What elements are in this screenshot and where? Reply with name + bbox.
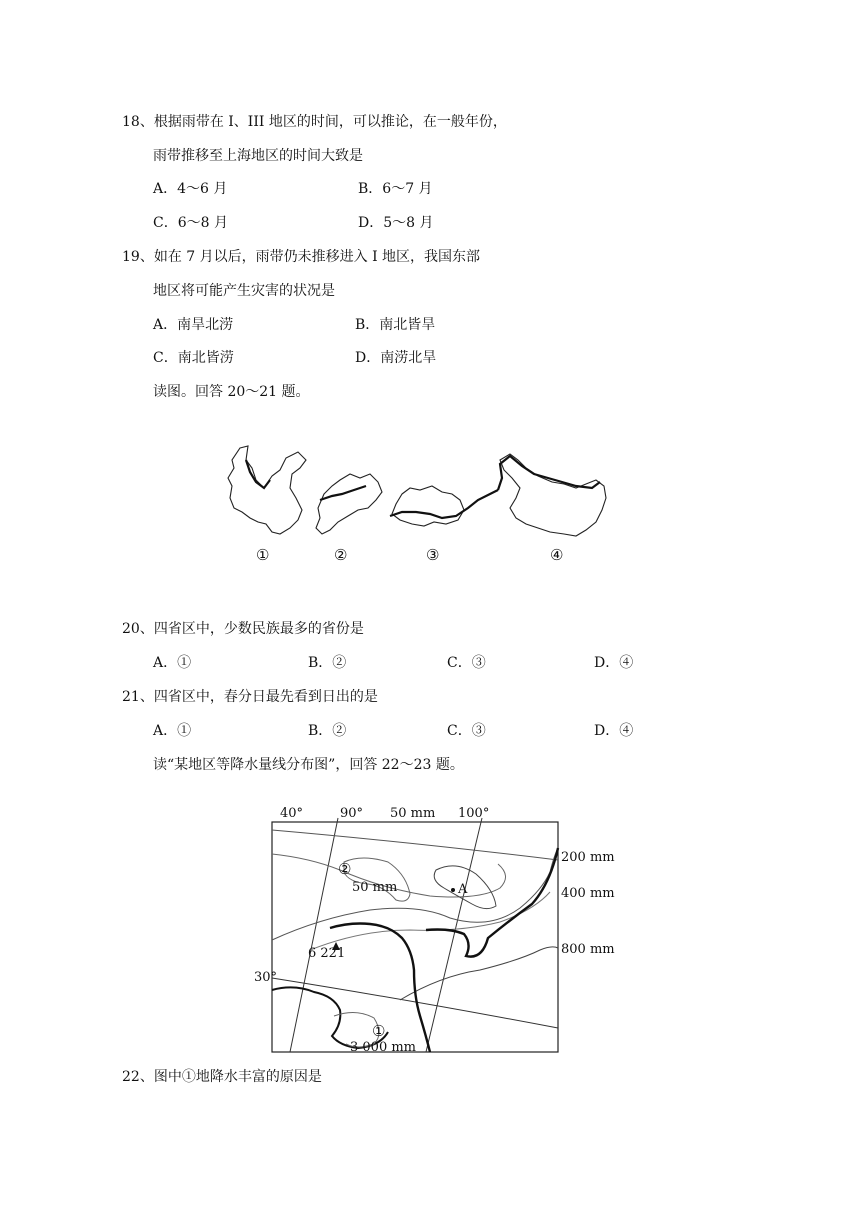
province-3-outline [392,486,464,526]
q18-stem-line2: 雨带推移至上海地区的时间大致是 [153,148,363,164]
q18-option-a: A．4～6 月 [153,181,228,197]
q18-option-b: B．6～7 月 [358,181,433,197]
isohyet-400 [310,892,550,950]
province-1-outline [228,446,306,534]
province-label-1: ① [256,546,270,564]
q20-option-b: B．② [308,655,347,671]
iso-800-label: 800 mm [561,942,615,957]
lon-90-label: 90° [340,806,364,821]
iso-200-label: 200 mm [561,850,615,865]
q18-option-d: D．5～8 月 [358,215,434,231]
lon-100-label: 100° [458,806,490,821]
q20-stem: 20、四省区中，少数民族最多的省份是 [122,621,364,637]
province-label-4: ④ [550,546,564,564]
q18-option-c: C．6～8 月 [153,215,228,231]
q20-option-c: C．③ [447,655,486,671]
lon-40-label: 40° [280,806,304,821]
lat-30-label: 30° [254,970,278,985]
meridian-90 [290,818,338,1052]
q21-option-c: C．③ [447,723,486,739]
map-circle-1: ① [372,1022,386,1040]
q19-option-b: B．南北皆旱 [355,317,436,333]
q18-stem-line1: 18、根据雨带在 I、III 地区的时间，可以推论，在一般年份， [122,114,507,130]
iso-400-label: 400 mm [561,886,615,901]
province-2-river [320,486,366,500]
meridian-100 [426,818,482,1052]
q20-option-d: D．④ [594,655,634,671]
iso-3000-label: 3 000 mm [350,1040,417,1055]
intro-20-21: 读图。回答 20～21 题。 [153,384,310,400]
q19-stem-line1: 19、如在 7 月以后，雨带仍未推移进入 I 地区，我国东部 [122,249,481,265]
province-4-outline [500,454,606,536]
iso-50-inner-label: 50 mm [352,880,398,895]
q21-option-b: B．② [308,723,347,739]
point-a-marker [451,888,455,892]
province-2-outline [316,474,382,534]
map-frame [272,822,558,1052]
q19-option-a: A．南旱北涝 [153,317,234,333]
q19-option-c: C．南北皆涝 [153,350,234,366]
province-label-3: ③ [426,546,440,564]
province-outline-figure [220,438,620,568]
q20-option-a: A．① [153,655,192,671]
q21-option-d: D．④ [594,723,634,739]
q19-stem-line2: 地区将可能产生灾害的状况是 [153,283,335,299]
isohyet-map-figure [250,800,620,1060]
q22-stem: 22、图中①地降水丰富的原因是 [122,1069,322,1085]
iso-50-top-label: 50 mm [390,806,436,821]
q21-stem: 21、四省区中，春分日最先看到日出的是 [122,689,378,705]
q21-option-a: A．① [153,723,192,739]
boundary-south [272,987,388,1048]
province-3-river [390,490,498,518]
map-circle-2: ② [338,860,352,878]
point-a-label: A [458,882,468,897]
province-label-2: ② [334,546,348,564]
intro-22-23: 读“某地区等降水量线分布图”，回答 22～23 题。 [153,757,464,773]
q19-option-d: D．南涝北旱 [355,350,437,366]
peak-elevation-label: 6 221 [308,946,346,961]
parallel-top [272,830,558,860]
isohyet-map-svg [250,800,620,1060]
